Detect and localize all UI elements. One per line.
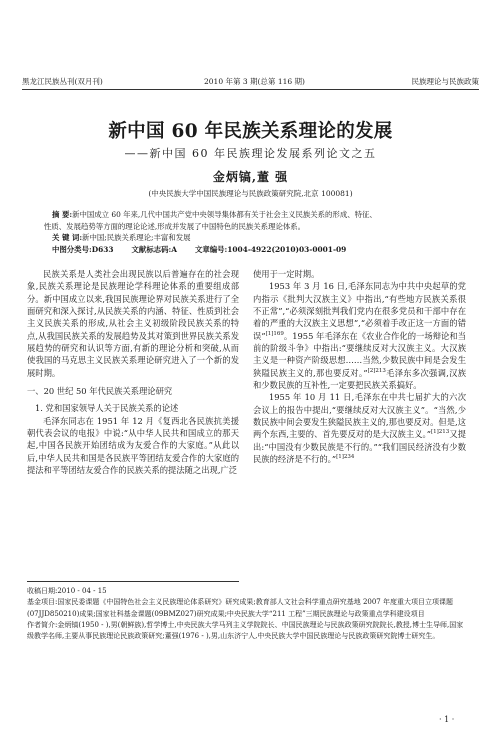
right-paragraph-1-text-b: 。1955 年毛泽东在《农业合作化的一场辩论和当前的阶级斗争》中指出:“要继续反对大汉族主义。大汉族主义是一种资产阶级思想……当然,少数民族中间是会发生狭隘民族主义的,那也要反对。” [253, 330, 466, 378]
paper-subtitle: ——新中国 60 年民族理论发展系列论文之五 [124, 147, 377, 160]
abstract-line-1 [44, 209, 459, 221]
article-number-label: 文章编号: [194, 244, 228, 254]
abstract-block [44, 209, 459, 255]
right-paragraph-2 [253, 391, 466, 465]
section-name: 民族理论与民族政策 [411, 77, 479, 86]
subsection-heading-1: 1. 党和国家领导人关于民族关系的论述 [35, 403, 179, 414]
issue-info: 2010 年第 3 期(总第 116 期) [204, 77, 305, 86]
right-paragraph-1 [253, 280, 466, 391]
footnote-rule [27, 581, 239, 582]
classification-line [44, 244, 459, 256]
article-number-value: 1004-4922(2010)03-0001-09 [227, 244, 347, 254]
section-heading-1: 一、20 世纪 50 年代民族关系理论研究 [27, 386, 173, 397]
citation-1: [1]169 [265, 330, 284, 337]
right-paragraph-2-text: 1955 年 10 月 11 日,毛泽东在中共七届扩大的六次会议上的报告中提出,“要继续反对大汉族主义”。“当然,少数民族中间会要发生狭隘民族主义的,那也要反对。但是,这两个东西,主要的、首先要反对的是大汉族主义。” [253, 392, 466, 440]
citation-2: [2]213 [367, 367, 386, 374]
left-paragraph-1: 毛泽东同志在 1951 年 12 月《复西北各民族抗美援朝代表会议的电报》中说:“从中华人民共和国成立的那天起,中国各民族开始团结成为友爱合作的大家庭。”从此以后,中华人民共和国是各民族平等团结友爱合作的大家庭的提法和平等团结友爱合作的民族关系的提法随之出现,广泛 [27, 415, 239, 476]
clc-value: D633 [91, 244, 114, 254]
left-column [27, 268, 239, 477]
intro-paragraph: 民族关系是人类社会出现民族以后普遍存在的社会现象,民族关系理论是民族理论学科理论体系的重要组成部分。新中国成立以来,我国民族理论界对民族关系进行了全面研究和深入探讨,从民族关系的内涵、特征、性质到社会主义民族关系的形成,从社会主义初级阶段民族关系的特点,从我国民族关系的发展趋势及其对策到世界民族关系发展趋势的研究和认识等方面,有新的理论分析和突破,从而使我国的马克思主义民族关系理论研究进入了一个新的发展时期。 [27, 269, 239, 378]
abstract-label: 摘 要: [52, 210, 73, 219]
clc-label: 中图分类号: [52, 244, 92, 254]
received-date: 收稿日期:2010 - 04 - 15 [27, 587, 107, 595]
right-paragraph-0: 使用于一定时期。 [253, 269, 320, 279]
running-header [22, 76, 479, 88]
authors: 金炳镐,董 强 [212, 170, 289, 184]
page-number: · 1 · [439, 715, 455, 724]
header-rule [22, 89, 479, 90]
right-column [253, 268, 466, 466]
fund-note: 基金项目:国家民委课题《中国特色社会主义民族理论体系研究》研究成果;教育部人文社会科学重点研究基地 2007 年度重大项目立项课题(07JJD850210)成果;国家社科基金课题(09BMZ027)研究成果;中央民族大学“211 工程”三期民族理论与政策重点学科建设项目 [27, 598, 453, 618]
citation-3: [1]213 [431, 429, 450, 436]
right-paragraph-1-text: 1953 年 3 月 16 日,毛泽东同志为中共中央起草的党内指示《批判大汉族主义》中指出,“有些地方民族关系很不正常”,“必须深刻批判我们党内在很多党员和干部中存在着的严重的大汉族主义思想”,“必须着手改正这一方面的错误” [253, 281, 466, 341]
footnotes [27, 586, 467, 642]
right-paragraph-1-text-c: 毛泽东多次强调,汉族和少数民族的互补性,一定要把民族关系搞好。 [253, 367, 467, 391]
abstract-text-1: 新中国成立 60 年来,几代中国共产党中央领导集体都有关于社会主义民族关系的形成、特征、 [72, 210, 377, 219]
author-note: 作者简介:金炳镐(1950 - ),男(朝鲜族),哲学博士,中央民族大学马列主义学院院长、中国民族理论与民族政策研究院院长,教授,博士生导师,国家级教学名师,主要从事民族理论民族政策研究;董强(1976 - ),男,山东济宁人,中央民族大学中国民族理论与民族政策研究院博士研究生。 [27, 620, 464, 641]
doc-code-label: 文献标志码: [131, 244, 172, 254]
keywords-line [44, 232, 459, 244]
affiliation: (中央民族大学中国民族理论与民族政策研究院,北京 100081) [148, 189, 353, 198]
keywords-label: 关 键 词: [52, 233, 83, 242]
citation-4: [1]234 [336, 454, 355, 461]
keywords: 新中国;民族关系理论;丰富和发展 [82, 233, 191, 242]
journal-name: 黑龙江民族丛刊(双月刊) [22, 77, 103, 86]
paper-title: 新中国 60 年民族关系理论的发展 [108, 121, 393, 142]
right-paragraph-2-text-b: 又提出:“中国没有少数民族是不行的。”“我们国民经济没有少数民族的经济是不行的。” [253, 429, 466, 465]
doc-code-value: A [171, 244, 177, 254]
abstract-text-2: 性质、发展趋势等方面的理论论述,形成并发展了中国特色的民族关系理论体系。 [44, 221, 306, 231]
